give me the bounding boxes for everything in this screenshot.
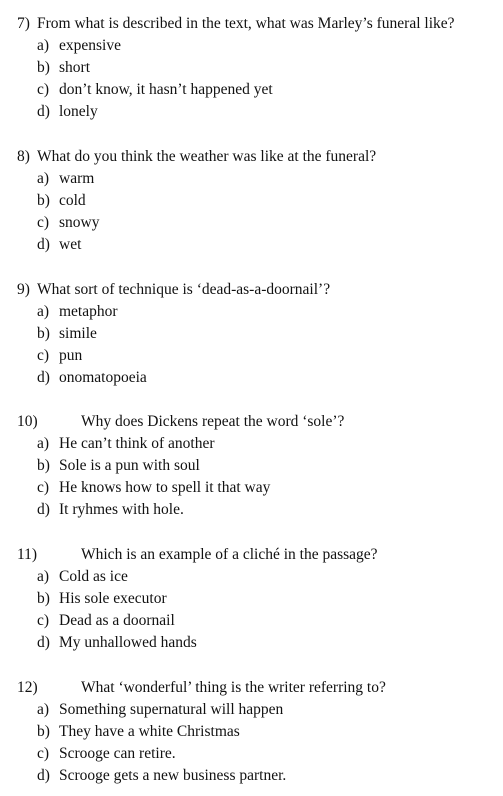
- answer-option: [0, 101, 503, 123]
- option-letter: a): [37, 170, 50, 187]
- option-letter: b): [37, 59, 50, 76]
- question-8: [0, 146, 503, 256]
- answer-option: [0, 57, 503, 79]
- option-text: short: [59, 59, 90, 76]
- question-number: 10): [17, 413, 38, 430]
- option-text: warm: [59, 170, 95, 187]
- question-text: What ‘wonderful’ thing is the writer referring to?: [81, 679, 386, 696]
- answer-option: [0, 610, 503, 632]
- option-letter: c): [37, 479, 50, 496]
- answer-option: [0, 79, 503, 101]
- answer-option: [0, 190, 503, 212]
- question-line: [0, 677, 503, 699]
- question-text: Why does Dickens repeat the word ‘sole’?: [81, 413, 345, 430]
- option-text: Cold as ice: [59, 568, 128, 585]
- answer-option: [0, 168, 503, 190]
- option-text: He can’t think of another: [59, 435, 215, 452]
- answer-option: [0, 743, 503, 765]
- option-text: His sole executor: [59, 590, 167, 607]
- option-text: Scrooge gets a new business partner.: [59, 767, 287, 784]
- question-number: 12): [17, 679, 38, 696]
- answer-option: [0, 323, 503, 345]
- option-text: don’t know, it hasn’t happened yet: [59, 81, 273, 98]
- question-9: [0, 279, 503, 389]
- answer-option: [0, 367, 503, 389]
- option-text: It ryhmes with hole.: [59, 501, 184, 518]
- question-line: [0, 279, 503, 301]
- option-text: onomatopoeia: [59, 369, 147, 386]
- question-text: Which is an example of a cliché in the passage?: [81, 546, 378, 563]
- answer-option: [0, 477, 503, 499]
- question-text: From what is described in the text, what was Marley’s funeral like?: [37, 15, 455, 32]
- option-letter: c): [37, 745, 50, 762]
- option-letter: a): [37, 701, 50, 718]
- option-text: wet: [59, 236, 82, 253]
- option-text: simile: [59, 325, 97, 342]
- option-text: pun: [59, 347, 83, 364]
- answer-option: [0, 455, 503, 477]
- option-text: He knows how to spell it that way: [59, 479, 271, 496]
- question-7: [0, 13, 503, 123]
- question-12: [0, 677, 503, 787]
- question-10: [0, 411, 503, 521]
- option-letter: c): [37, 214, 50, 231]
- question-line: [0, 146, 503, 168]
- option-text: lonely: [59, 103, 98, 120]
- option-text: cold: [59, 192, 86, 209]
- option-letter: c): [37, 347, 50, 364]
- answer-option: [0, 721, 503, 743]
- answer-option: [0, 588, 503, 610]
- option-letter: a): [37, 568, 50, 585]
- question-number: 11): [17, 546, 38, 563]
- option-letter: a): [37, 37, 50, 54]
- option-letter: d): [37, 767, 50, 784]
- option-letter: c): [37, 612, 50, 629]
- question-line: [0, 411, 503, 433]
- answer-option: [0, 765, 503, 787]
- answer-option: [0, 212, 503, 234]
- option-text: Something supernatural will happen: [59, 701, 284, 718]
- option-text: Dead as a doornail: [59, 612, 175, 629]
- question-number: 8): [17, 148, 30, 165]
- option-text: metaphor: [59, 303, 118, 320]
- answer-option: [0, 433, 503, 455]
- answer-option: [0, 234, 503, 256]
- option-letter: a): [37, 435, 50, 452]
- question-11: [0, 544, 503, 654]
- question-text: What sort of technique is ‘dead-as-a-doornail’?: [37, 281, 331, 298]
- option-letter: d): [37, 236, 50, 253]
- answer-option: [0, 301, 503, 323]
- answer-option: [0, 499, 503, 521]
- option-letter: b): [37, 192, 50, 209]
- option-letter: d): [37, 501, 50, 518]
- option-letter: d): [37, 369, 50, 386]
- answer-option: [0, 566, 503, 588]
- option-letter: a): [37, 303, 50, 320]
- answer-option: [0, 632, 503, 654]
- question-number: 9): [17, 281, 30, 298]
- option-letter: c): [37, 81, 50, 98]
- option-text: Sole is a pun with soul: [59, 457, 200, 474]
- question-line: [0, 13, 503, 35]
- answer-option: [0, 35, 503, 57]
- option-text: They have a white Christmas: [59, 723, 240, 740]
- option-text: My unhallowed hands: [59, 634, 197, 651]
- option-letter: b): [37, 590, 50, 607]
- question-line: [0, 544, 503, 566]
- option-letter: d): [37, 103, 50, 120]
- option-text: Scrooge can retire.: [59, 745, 176, 762]
- option-letter: b): [37, 325, 50, 342]
- answer-option: [0, 699, 503, 721]
- question-number: 7): [17, 15, 30, 32]
- option-text: expensive: [59, 37, 121, 54]
- option-text: snowy: [59, 214, 100, 231]
- option-letter: b): [37, 723, 50, 740]
- answer-option: [0, 345, 503, 367]
- option-letter: b): [37, 457, 50, 474]
- question-text: What do you think the weather was like at the funeral?: [37, 148, 377, 165]
- option-letter: d): [37, 634, 50, 651]
